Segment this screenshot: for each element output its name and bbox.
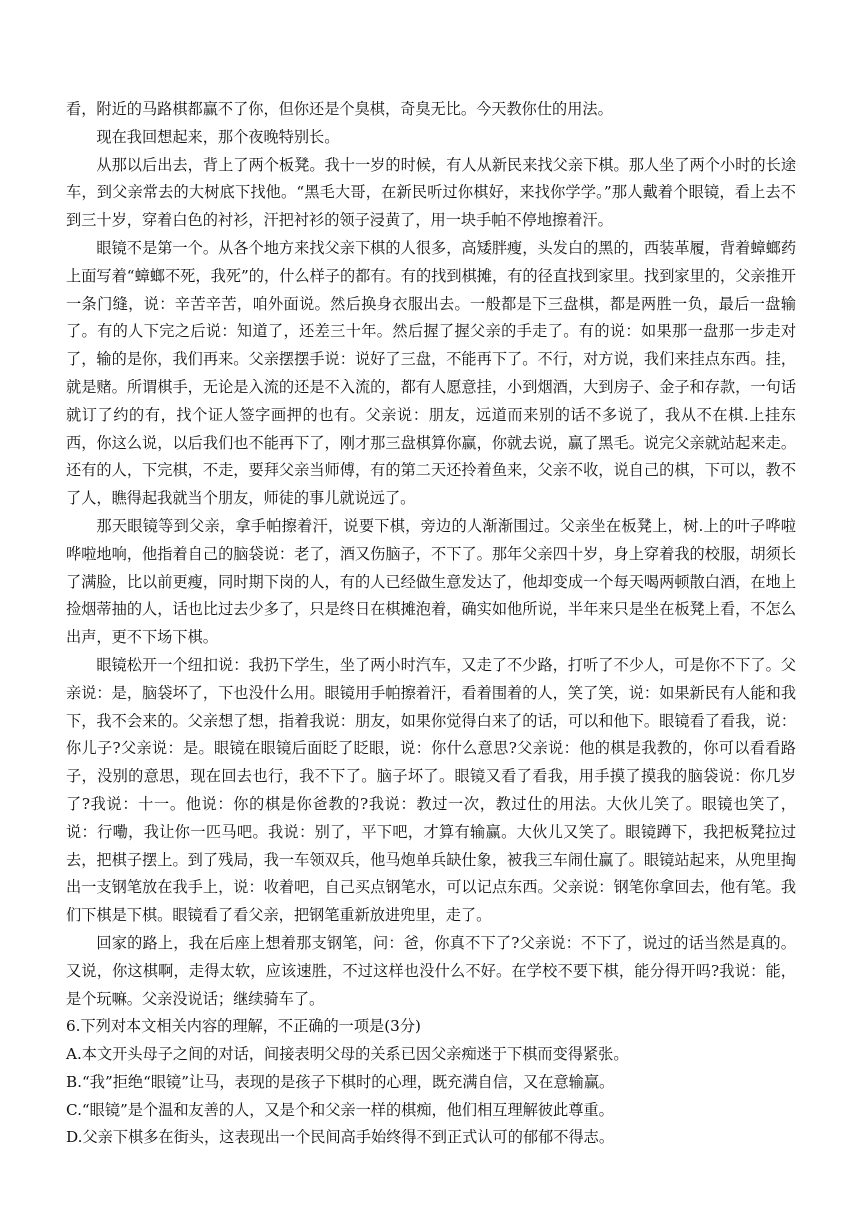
- passage-paragraph-6: 眼镜松开一个纽扣说：我扔下学生，坐了两小时汽车，又走了不少路，打听了不少人，可是你不下了。父亲说：是，脑袋坏了，下也没什么用。眼镜用手帕擦着汗，看着围着的人，笑了笑，说：如果新民有人能和我下，我不会来的。父亲想了想，指着我说：朋友，如果你觉得白来了的话，可以和他下。眼镜看了看我，说：你儿子?父亲说：是。眼镜在眼镜后面眨了眨眼，说：你什么意思?父亲说：他的棋是我教的，你可以看看路子，没别的意思，现在回去也行，我不下了。脑子坏了。眼镜又看了看我，用手摸了摸我的脑袋说：你几岁了?我说：十一。他说：你的棋是你爸教的?我说：教过一次，教过仕的用法。大伙儿笑了。眼镜也笑了，说：行嘞，我让你一匹马吧。我说：别了，平下吧，才算有输赢。大伙儿又笑了。眼镜蹲下，我把板凳拉过去，把棋子摆上。到了残局，我一车领双兵，他马炮单兵缺仕象，被我三车闹仕赢了。眼镜站起来，从兜里掏出一支钢笔放在我手上，说：收着吧，自己买点钢笔水，可以记点东西。父亲说：钢笔你拿回去，他有笔。我们下棋是下棋。眼镜看了看父亲，把钢笔重新放进兜里，走了。: [66, 655, 796, 925]
- option-a: A.本文开头母子之间的对话，间接表明父母的关系已因父亲痴迷于下棋而变得紧张。: [66, 1045, 629, 1064]
- option-c: C.“眼镜”是个温和友善的人，又是个和父亲一样的棋痴，他们相互理解彼此尊重。: [66, 1100, 614, 1119]
- passage-paragraph-7: 回家的路上，我在后座上想着那支钢笔，问：爸，你真不下了?父亲说：不下了，说过的话当然是真的。又说，你这棋啊，走得太软，应该速胜，不过这样也没什么不好。在学校不要下棋，能分得开吗?我说：能，是个玩嘛。父亲没说话；继续骑车了。: [66, 933, 796, 1008]
- question-stem: 6.下列对本文相关内容的理解，不正确的一项是(3分): [66, 1017, 421, 1036]
- option-b: B.“我”拒绝“眼镜”让马，表现的是孩子下棋时的心理，既充满自信，又在意输赢。: [66, 1072, 615, 1091]
- option-d: D.父亲下棋多在街头，这表现出一个民间高手始终得不到正式认可的郁郁不得志。: [66, 1128, 615, 1147]
- passage-paragraph-5: 那天眼镜等到父亲，拿手帕擦着汗，说要下棋，旁边的人渐渐围过。父亲坐在板凳上，树.上的叶子哗啦哗啦地响，他指着自己的脑袋说：老了，酒又伤脑子，不下了。那年父亲四十岁，身上穿着我的校服，胡须长了满脸，比以前更瘦，同时期下岗的人，有的人已经做生意发达了，他却变成一个每天喝两顿散白酒，在地上捡烟蒂抽的人，话也比过去少多了，只是终日在棋摊泡着，确实如他所说，半年来只是坐在板凳上看，不怎么出声，更不下场下棋。: [66, 516, 796, 647]
- question-block: [66, 1013, 796, 1152]
- passage: [66, 96, 796, 1013]
- passage-paragraph-1: 看，附近的马路棋都赢不了你，但你还是个臭棋，奇臭无比。今天教你仕的用法。: [66, 100, 613, 118]
- passage-paragraph-3: 从那以后出去，背上了两个板凳。我十一岁的时候，有人从新民来找父亲下棋。那人坐了两个小时的长途车，到父亲常去的大树底下找他。“黑毛大哥，在新民听过你棋好，来找你学学。”那人戴着个眼镜，看上去不到三十岁，穿着白色的衬衫，汗把衬衫的领子浸黄了，用一块手帕不停地擦着汗。: [66, 155, 796, 230]
- document-page: [66, 96, 796, 1152]
- passage-paragraph-2: 现在我回想起来，那个夜晚特别长。: [96, 127, 340, 146]
- passage-paragraph-4: 眼镜不是第一个。从各个地方来找父亲下棋的人很多，高矮胖瘦，头发白的黑的，西装革履，背着蟑螂药上面写着“蟑螂不死，我死”的，什么样子的都有。有的找到棋摊，有的径直找到家里。找到家里的，父亲推开一条门缝，说：辛苦辛苦，咱外面说。然后换身衣服出去。一般都是下三盘棋，都是两胜一负，最后一盘输了。有的人下完之后说：知道了，还差三十年。然后握了握父亲的手走了。有的说：如果那一盘那一步走对了，输的是你，我们再来。父亲摆摆手说：说好了三盘，不能再下了。不行，对方说，我们来挂点东西。挂，就是赌。所谓棋手，无论是入流的还是不入流的，都有人愿意挂，小到烟酒，大到房子、金子和存款，一句话就订了约的有，找个证人签字画押的也有。父亲说：朋友，远道而来别的话不多说了，我从不在棋.上挂东西，你这么说，以后我们也不能再下了，刚才那三盘棋算你赢，你就去说，赢了黑毛。说完父亲就站起来走。还有的人，下完棋，不走，要拜父亲当师傅，有的第二天还拎着鱼来，父亲不收，说自己的棋，下可以，教不了人，瞧得起我就当个朋友，师徒的事儿就说远了。: [66, 238, 796, 508]
